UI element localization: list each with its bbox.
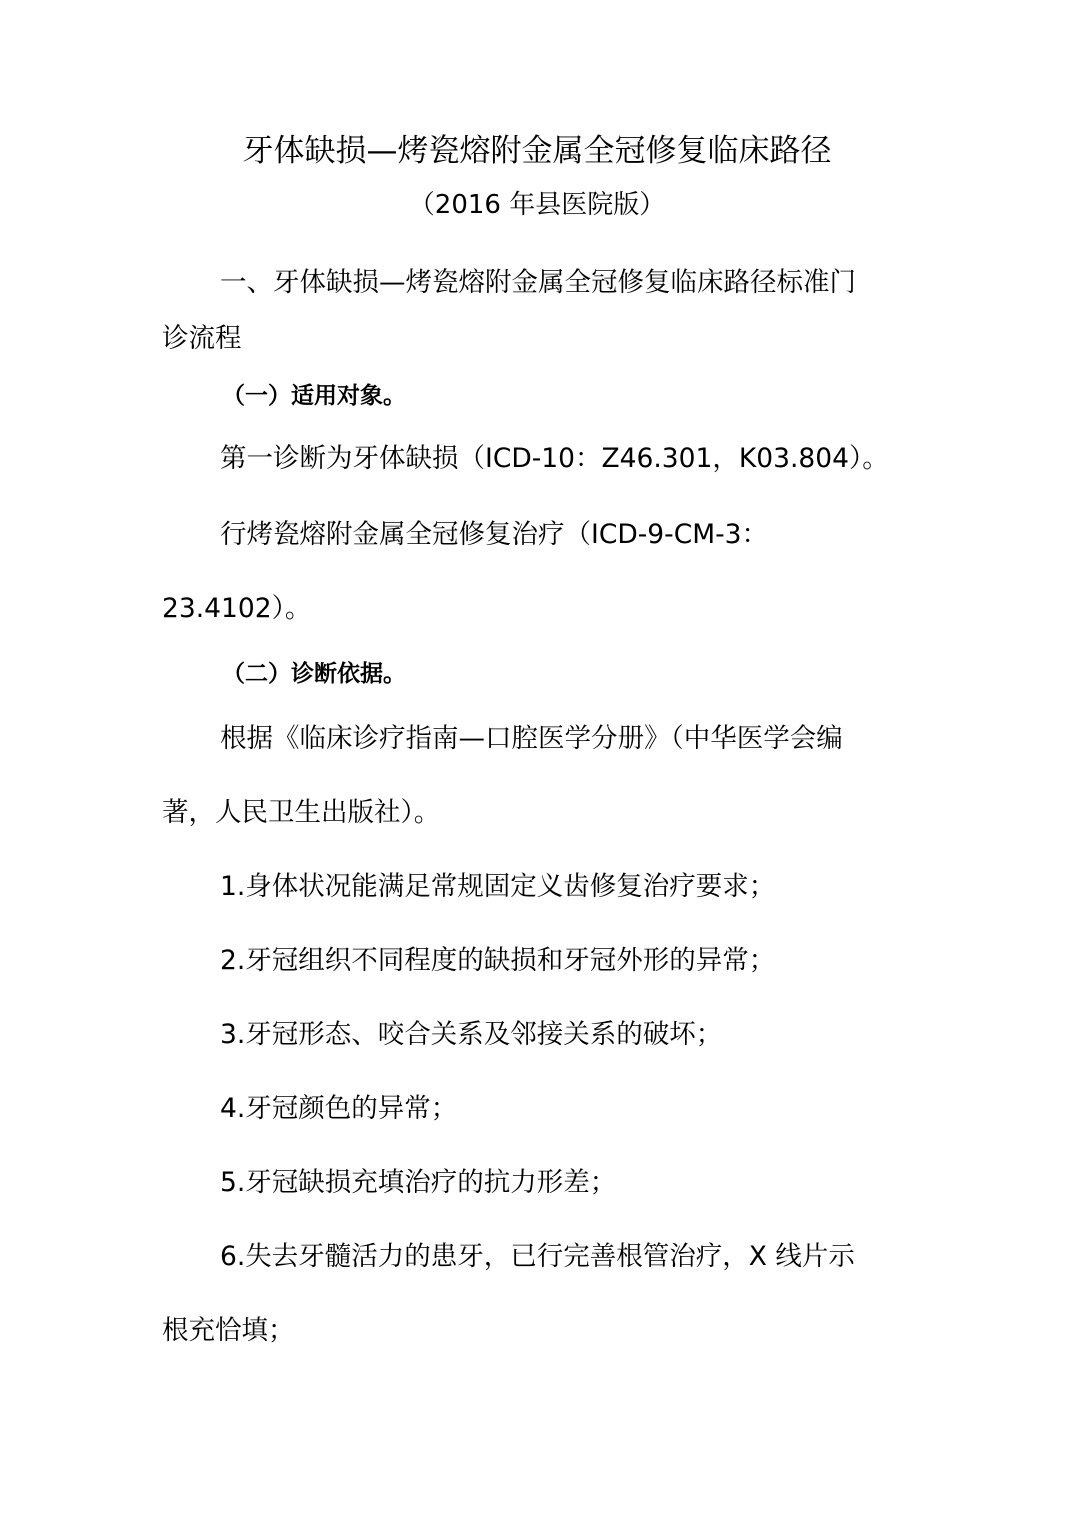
section-heading-line1: 一、牙体缺损—烤瓷熔附金属全冠修复临床路径标准门 <box>220 267 856 298</box>
list-item: 3.牙冠形态、咬合关系及邻接关系的破坏； <box>220 1019 723 1050</box>
list-item: 4.牙冠颜色的异常； <box>220 1093 458 1124</box>
section-heading-line2: 诊流程 <box>162 323 242 354</box>
document-title: 牙体缺损—烤瓷熔附金属全冠修复临床路径 <box>242 133 832 169</box>
paragraph-treatment-line1: 行烤瓷熔附金属全冠修复治疗（ICD-9-CM-3： <box>220 519 768 550</box>
document-subtitle: （2016 年县医院版） <box>408 190 666 220</box>
list-item-6-line1: 6.失去牙髓活力的患牙，已行完善根管治疗，X 线片示 <box>220 1241 855 1272</box>
paragraph-treatment-line2: 23.4102）。 <box>162 593 312 624</box>
list-item: 5.牙冠缺损充填治疗的抗力形差； <box>220 1167 617 1198</box>
paragraph-diagnosis: 第一诊断为牙体缺损（ICD-10：Z46.301，K03.804）。 <box>220 443 889 474</box>
list-item-6-line2: 根充恰填； <box>162 1315 295 1346</box>
list-item: 1.身体状况能满足常规固定义齿修复治疗要求； <box>220 871 776 902</box>
paragraph-basis-line2: 著，人民卫生出版社）。 <box>162 797 441 828</box>
paragraph-basis-line1: 根据《临床诊疗指南—口腔医学分册》（中华医学会编 <box>220 723 843 754</box>
list-item: 2.牙冠组织不同程度的缺损和牙冠外形的异常； <box>220 945 776 976</box>
subsection-heading-applicable: （一）适用对象。 <box>222 382 406 409</box>
subsection-heading-basis: （二）诊断依据。 <box>222 660 406 687</box>
